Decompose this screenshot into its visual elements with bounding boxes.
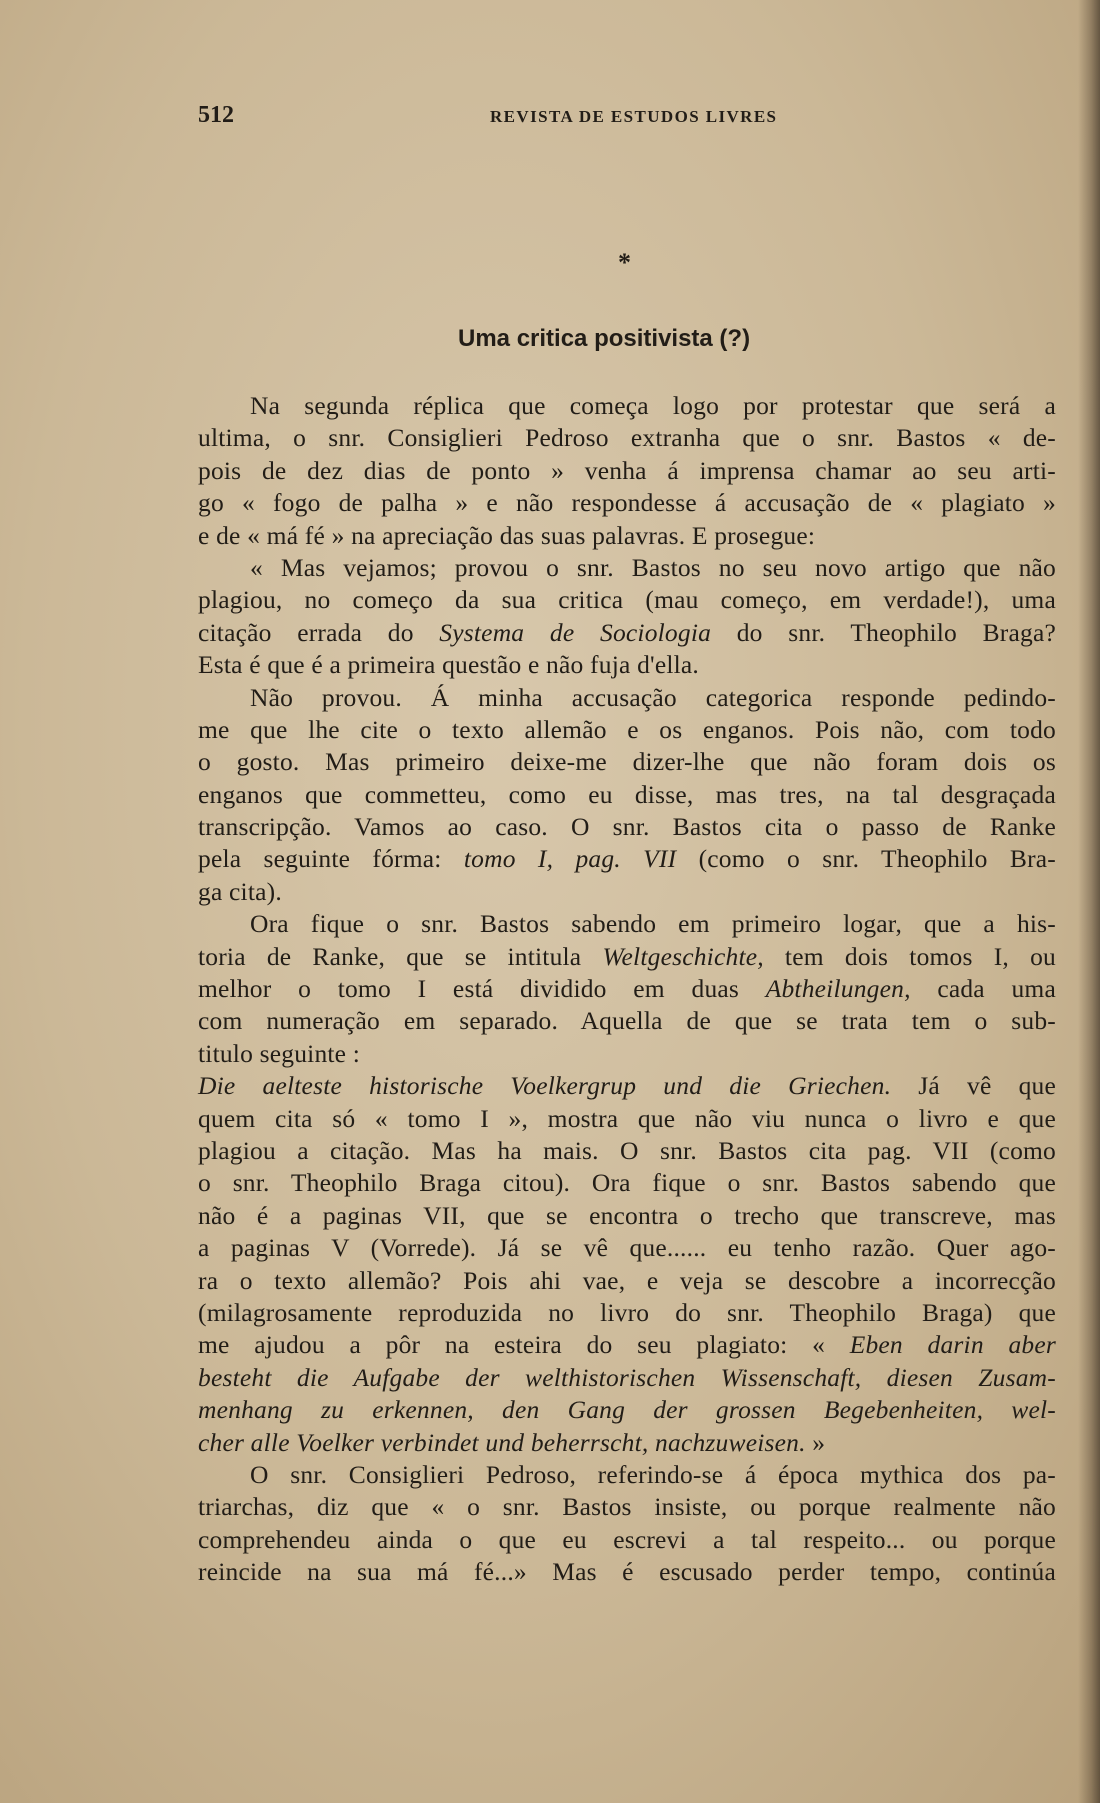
text-span: e de « má fé » na apreciação das suas palavras. E prosegue: [198,520,816,550]
italic-text: Die aelteste historische Voelkergrup und die Griechen. [198,1071,892,1101]
text-line [198,973,1056,1005]
text-line [198,714,1056,746]
text-line [198,1200,1056,1232]
text-line [198,1265,1056,1297]
running-head: REVISTA DE ESTUDOS LIVRES [490,107,778,126]
italic-text: Eben darin aber [849,1330,1056,1360]
text-line [198,746,1056,778]
text-span: « Mas vejamos; provou o snr. Bastos no seu novo artigo que não [250,552,1056,582]
text-line [198,1005,1056,1037]
text-span: reincide na sua má fé...» Mas é escusado perder tempo, continúa [198,1557,1056,1587]
text-line [198,1362,1056,1394]
text-span: pois de dez dias de ponto » venha á imprensa chamar ao seu arti- [198,455,1056,485]
text-line [198,1329,1056,1361]
text-span: Na segunda réplica que começa logo por protestar que será a [250,391,1056,420]
text-line [198,876,1056,908]
text-span: cada uma [910,974,1056,1004]
text-line [198,941,1056,973]
text-span: do snr. Theophilo Braga? [711,617,1057,647]
text-line [198,1103,1056,1135]
text-line [198,390,1056,422]
text-line [198,520,1056,552]
text-span: transcripção. Vamos ao caso. O snr. Bastos cita o passo de Ranke [198,812,1056,842]
text-span: Não provou. Á minha accusação categorica responde pedindo- [250,682,1056,712]
text-line [198,908,1056,940]
text-line [198,1556,1056,1588]
italic-text: menhang zu erkennen, den Gang der grossen Begebenheiten, wel- [198,1395,1056,1425]
text-line [198,1297,1056,1329]
text-line [198,455,1056,487]
text-line [198,1070,1056,1102]
text-span: ra o texto allemão? Pois ahi vae, e veja se descobre a incorrecção [198,1265,1056,1295]
text-span: Esta é que é a primeira questão e não fuja d'ella. [198,650,699,680]
page-header [198,102,1054,134]
italic-text: cher alle Voelker verbindet und beherrscht, nachzuweisen. [198,1427,806,1457]
text-line [198,1459,1056,1491]
text-span: enganos que commetteu, como eu disse, mas tres, na tal desgraçada [198,779,1056,809]
text-line [198,1491,1056,1523]
text-span: (milagrosamente reproduzida no livro do snr. Theophilo Braga) que [198,1297,1056,1327]
text-span: go « fogo de palha » e não respondesse á accusação de « plagiato » [198,488,1056,518]
text-span: plagiou a citação. Mas ha mais. O snr. Bastos cita pag. VII (como [198,1135,1056,1165]
text-span: Ora fique o snr. Bastos sabendo em primeiro logar, que a his- [250,909,1056,939]
text-span: plagiou, no começo da sua critica (mau começo, em verdade!), uma [198,585,1056,615]
text-span: (como o snr. Theophilo Bra- [676,844,1056,874]
text-span: O snr. Consiglieri Pedroso, referindo-se á época mythica dos pa- [250,1459,1056,1489]
body-text [198,390,1056,1588]
text-span: melhor o tomo I está dividido em duas [198,974,766,1004]
text-span: me que lhe cite o texto allemão e os enganos. Pois não, com todo [198,714,1056,744]
text-span: o gosto. Mas primeiro deixe-me dizer-lhe que não foram dois os [198,747,1056,777]
text-span: quem cita só « tomo I », mostra que não viu nunca o livro e que [198,1103,1056,1133]
text-line [198,1394,1056,1426]
text-line [198,1167,1056,1199]
text-line [198,811,1056,843]
text-line [198,1038,1056,1070]
text-span: comprehendeu ainda o que eu escrevi a tal respeito... ou porque [198,1524,1056,1554]
text-span: triarchas, diz que « o snr. Bastos insiste, ou porque realmente não [198,1492,1056,1522]
text-line [198,617,1056,649]
text-line [198,1524,1056,1556]
text-span: me ajudou a pôr na esteira do seu plagiato: « [198,1330,850,1360]
text-line [198,682,1056,714]
asterisk-separator: * [618,248,631,277]
italic-text: Weltgeschichte, [602,941,764,971]
italic-text: Abtheilungen, [765,974,911,1004]
text-line [198,552,1056,584]
text-span: não é a paginas VII, que se encontra o trecho que transcreve, mas [198,1200,1056,1230]
text-span: citação errada do [198,617,440,647]
text-span: pela seguinte fórma: [198,844,464,874]
italic-text: Systema de Sociologia [439,617,712,647]
text-span: com numeração em separado. Aquella de que se trata tem o sub- [198,1006,1056,1036]
text-line [198,649,1056,681]
text-line [198,1427,1056,1459]
italic-text: tomo I, pag. VII [463,844,677,874]
text-span: o snr. Theophilo Braga citou). Ora fique o snr. Bastos sabendo que [198,1168,1056,1198]
text-line [198,422,1056,454]
text-line [198,1232,1056,1264]
text-span: » [805,1427,826,1457]
page-edge-shadow [1078,0,1100,1803]
italic-text: besteht die Aufgabe der welthistorischen Wissenschaft, diesen Zusam- [198,1362,1056,1392]
text-line [198,779,1056,811]
text-span: ultima, o snr. Consiglieri Pedroso extranha que o snr. Bastos « de- [198,423,1056,453]
text-line [198,1135,1056,1167]
text-line [198,487,1056,519]
page-number: 512 [198,102,234,128]
text-span: toria de Ranke, que se intitula [198,941,603,971]
text-span: Já vê que [891,1071,1056,1101]
text-span: titulo seguinte : [198,1038,361,1068]
text-line [198,843,1056,875]
text-span: tem dois tomos I, ou [763,941,1056,971]
section-title: Uma critica positivista (?) [458,325,751,352]
text-span: a paginas V (Vorrede). Já se vê que...... eu tenho razão. Quer ago- [198,1233,1056,1263]
text-span: ga cita). [198,876,282,906]
text-line [198,584,1056,616]
